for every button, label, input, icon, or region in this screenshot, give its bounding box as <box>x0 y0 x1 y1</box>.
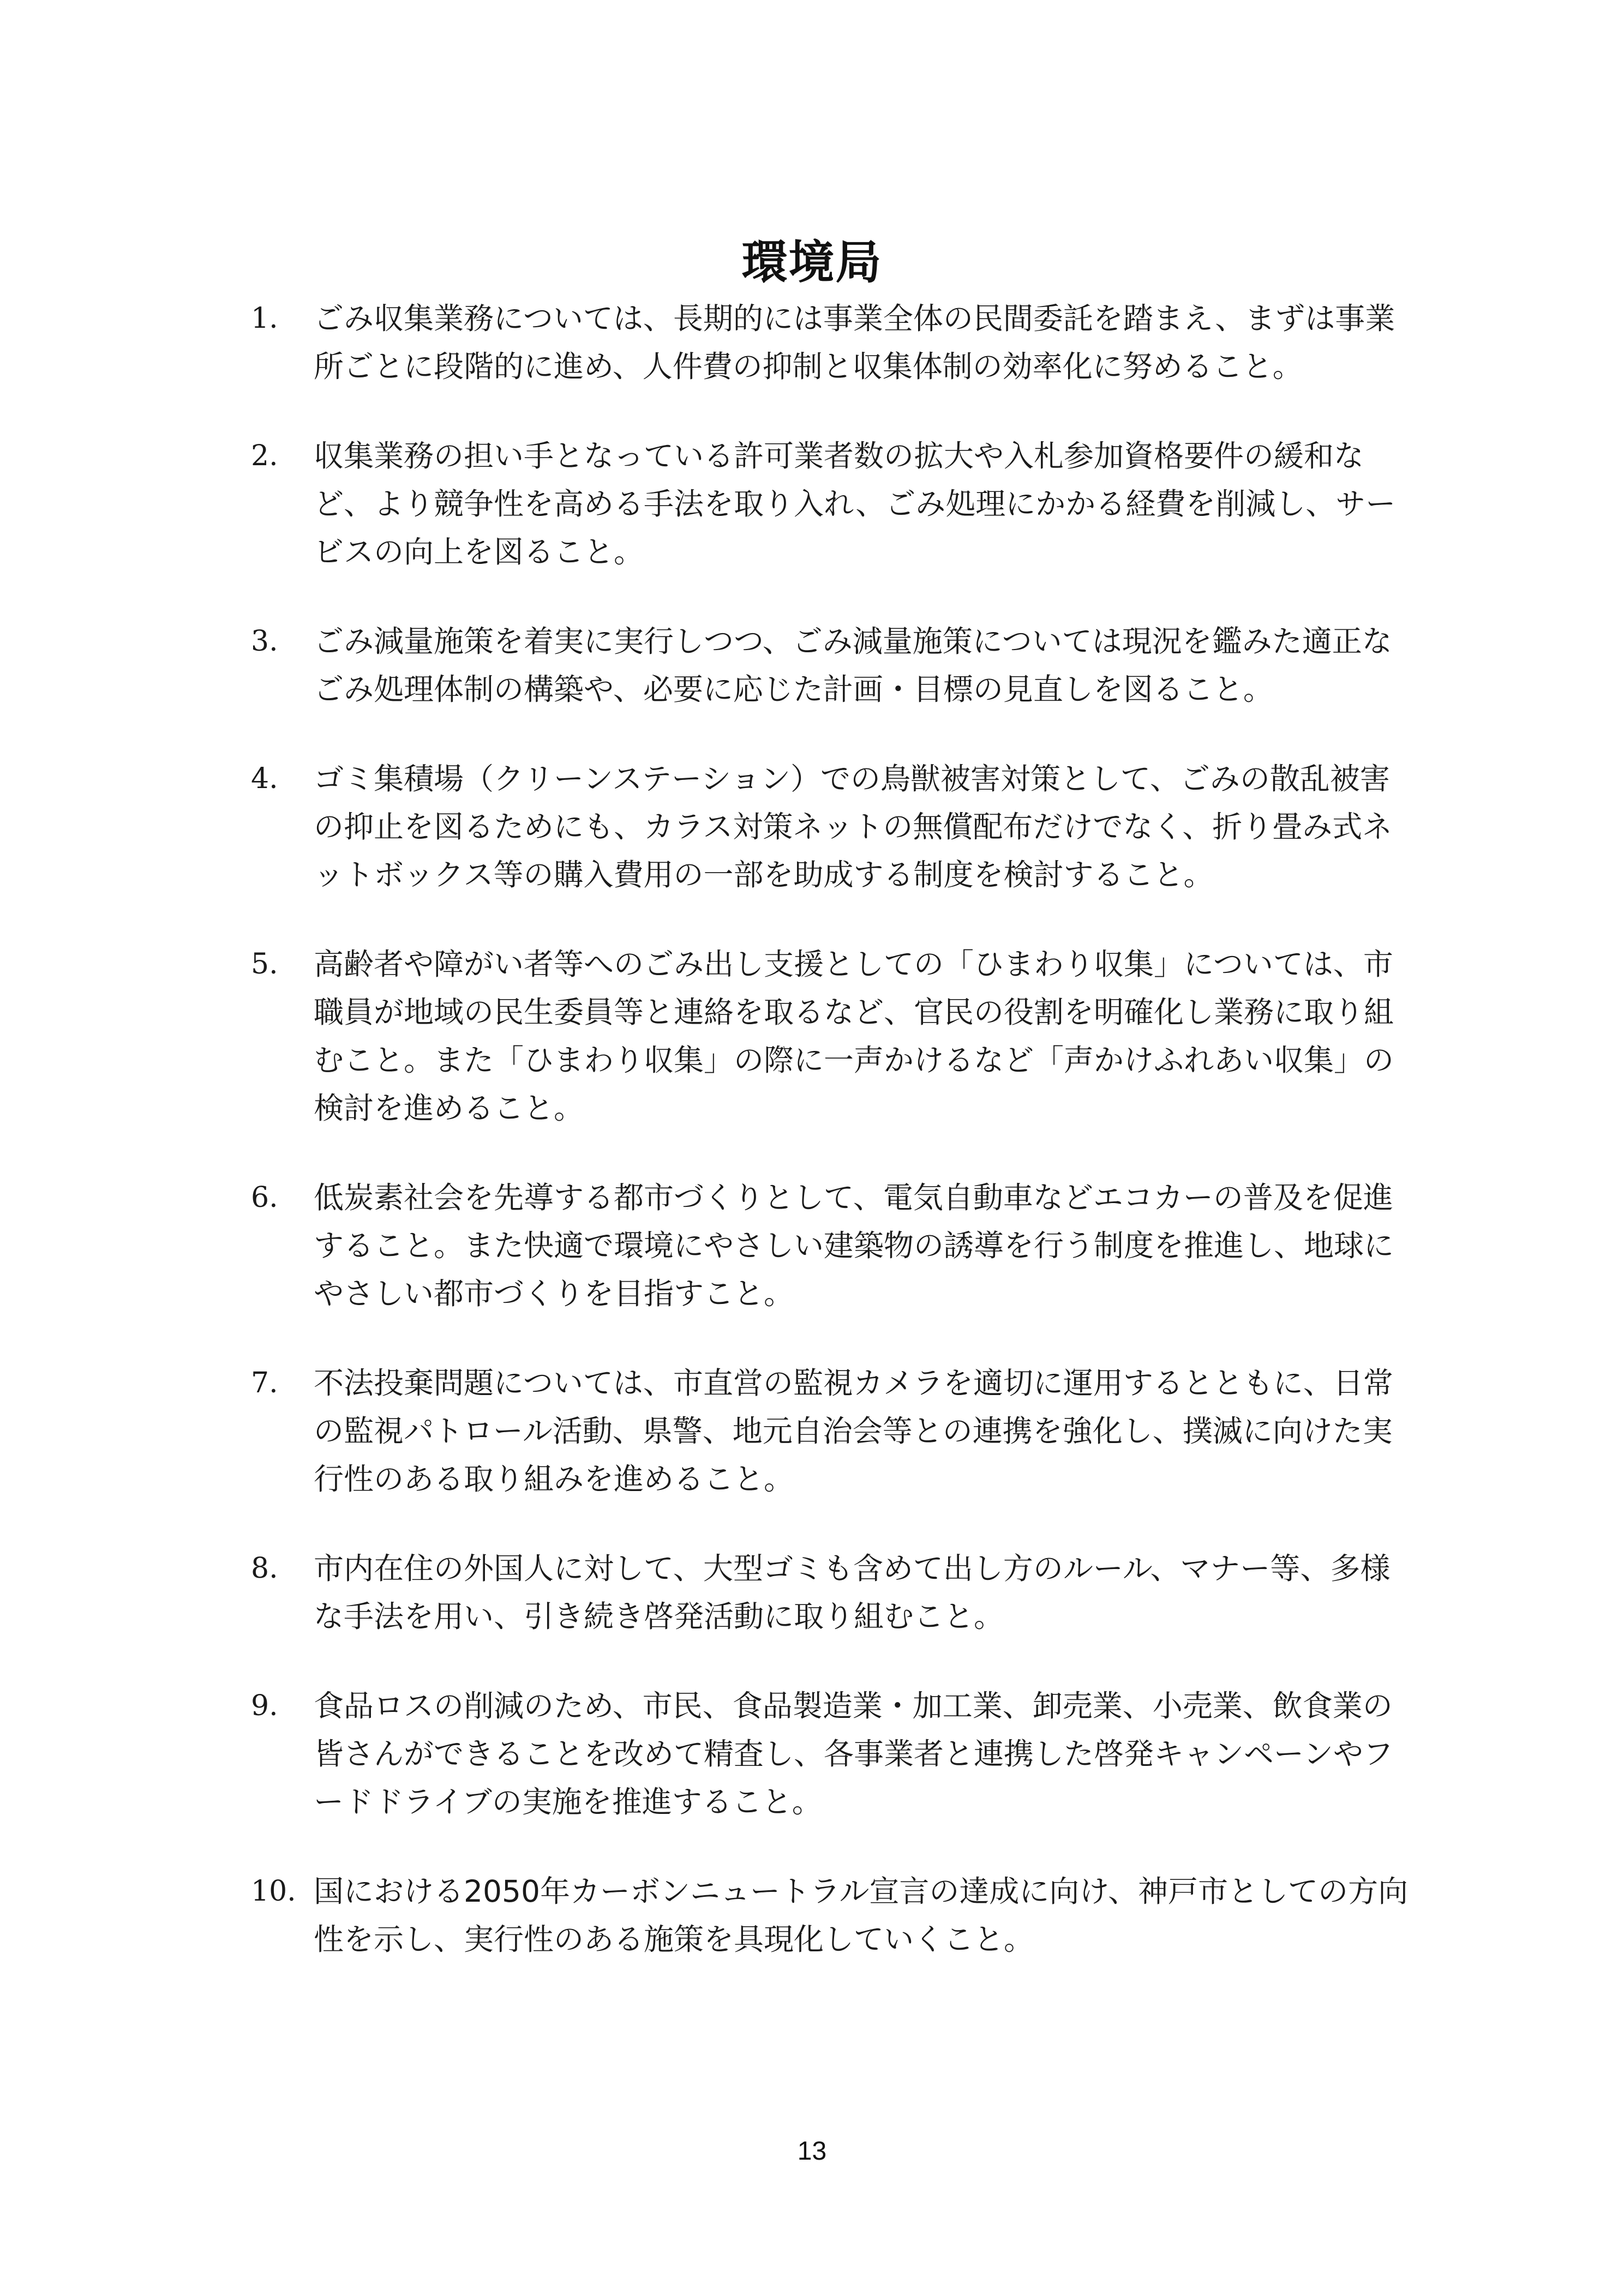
item-number: 6. <box>251 1181 278 1214</box>
item-text: 高齢者や障がい者等へのごみ出し支援としての「ひまわり収集」については、市職員が地域の民生委員等と連絡を取るなど、官民の役割を明確化し業務に取り組むこと。また「ひまわり収集」の際に一声かけるなど「声かけふれあい収集」の検討を進めること。 <box>314 947 1394 1126</box>
item-text: 食品ロスの削減のため、市民、食品製造業・加工業、卸売業、小売業、飲食業の皆さんができることを改めて精査し、各事業者と連携した啓発キャンペーンやフードドライブの実施を推進すること。 <box>314 1688 1393 1819</box>
list-item <box>251 1682 1418 1826</box>
item-text: 不法投棄問題については、市直営の監視カメラを適切に運用するとともに、日常の監視パトロール活動、県警、地元自治会等との連携を強化し、撲滅に向けた実行性のある取り組みを進めること。 <box>314 1366 1393 1496</box>
list-item <box>251 617 1418 713</box>
item-number: 8. <box>251 1552 278 1585</box>
item-number: 5. <box>251 948 278 981</box>
item-text: 収集業務の担い手となっている許可業者数の拡大や入札参加資格要件の緩和など、より競争性を高める手法を取り入れ、ごみ処理にかかる経費を削減し、サービスの向上を図ること。 <box>314 438 1396 569</box>
item-text: ごみ減量施策を着実に実行しつつ、ごみ減量施策については現況を鑑みた適正なごみ処理体制の構築や、必要に応じた計画・目標の見直しを図ること。 <box>314 624 1392 707</box>
list-item <box>251 432 1418 576</box>
list-item <box>251 755 1418 899</box>
item-number: 4. <box>251 762 278 795</box>
list-item <box>251 1359 1418 1503</box>
item-text: ごみ収集業務については、長期的には事業全体の民間委託を踏まえ、まずは事業所ごとに段階的に進め、人件費の抑制と収集体制の効率化に努めること。 <box>314 301 1395 384</box>
item-text: 低炭素社会を先導する都市づくりとして、電気自動車などエコカーの普及を促進すること。また快適で環境にやさしい建築物の誘導を行う制度を推進し、地球にやさしい都市づくりを目指すこと。 <box>314 1180 1394 1311</box>
item-text: 国における2050年カーボンニュートラル宣言の達成に向け、神戸市としての方向性を示し、実行性のある施策を具現化していくこと。 <box>314 1874 1409 1957</box>
item-list <box>251 294 1418 2005</box>
item-text: 市内在住の外国人に対して、大型ゴミも含めて出し方のルール、マナー等、多様な手法を用い、引き続き啓発活動に取り組むこと。 <box>314 1551 1391 1634</box>
list-item <box>251 294 1418 390</box>
list-item <box>251 1544 1418 1640</box>
item-number: 9. <box>251 1690 278 1722</box>
item-number: 2. <box>251 440 278 472</box>
item-number: 1. <box>251 302 278 335</box>
page-number: 13 <box>797 2137 827 2166</box>
item-number: 7. <box>251 1367 278 1399</box>
page-title: 環境局 <box>741 236 883 290</box>
item-number: 3. <box>251 625 278 658</box>
item-text: ゴミ集積場（クリーンステーション）での鳥獣被害対策として、ごみの散乱被害の抑止を図るためにも、カラス対策ネットの無償配布だけでなく、折り畳み式ネットボックス等の購入費用の一部を助成する制度を検討すること。 <box>314 761 1393 892</box>
list-item <box>251 1867 1418 1963</box>
list-item <box>251 1174 1418 1318</box>
item-number: 10. <box>251 1875 296 1908</box>
list-item <box>251 940 1418 1132</box>
